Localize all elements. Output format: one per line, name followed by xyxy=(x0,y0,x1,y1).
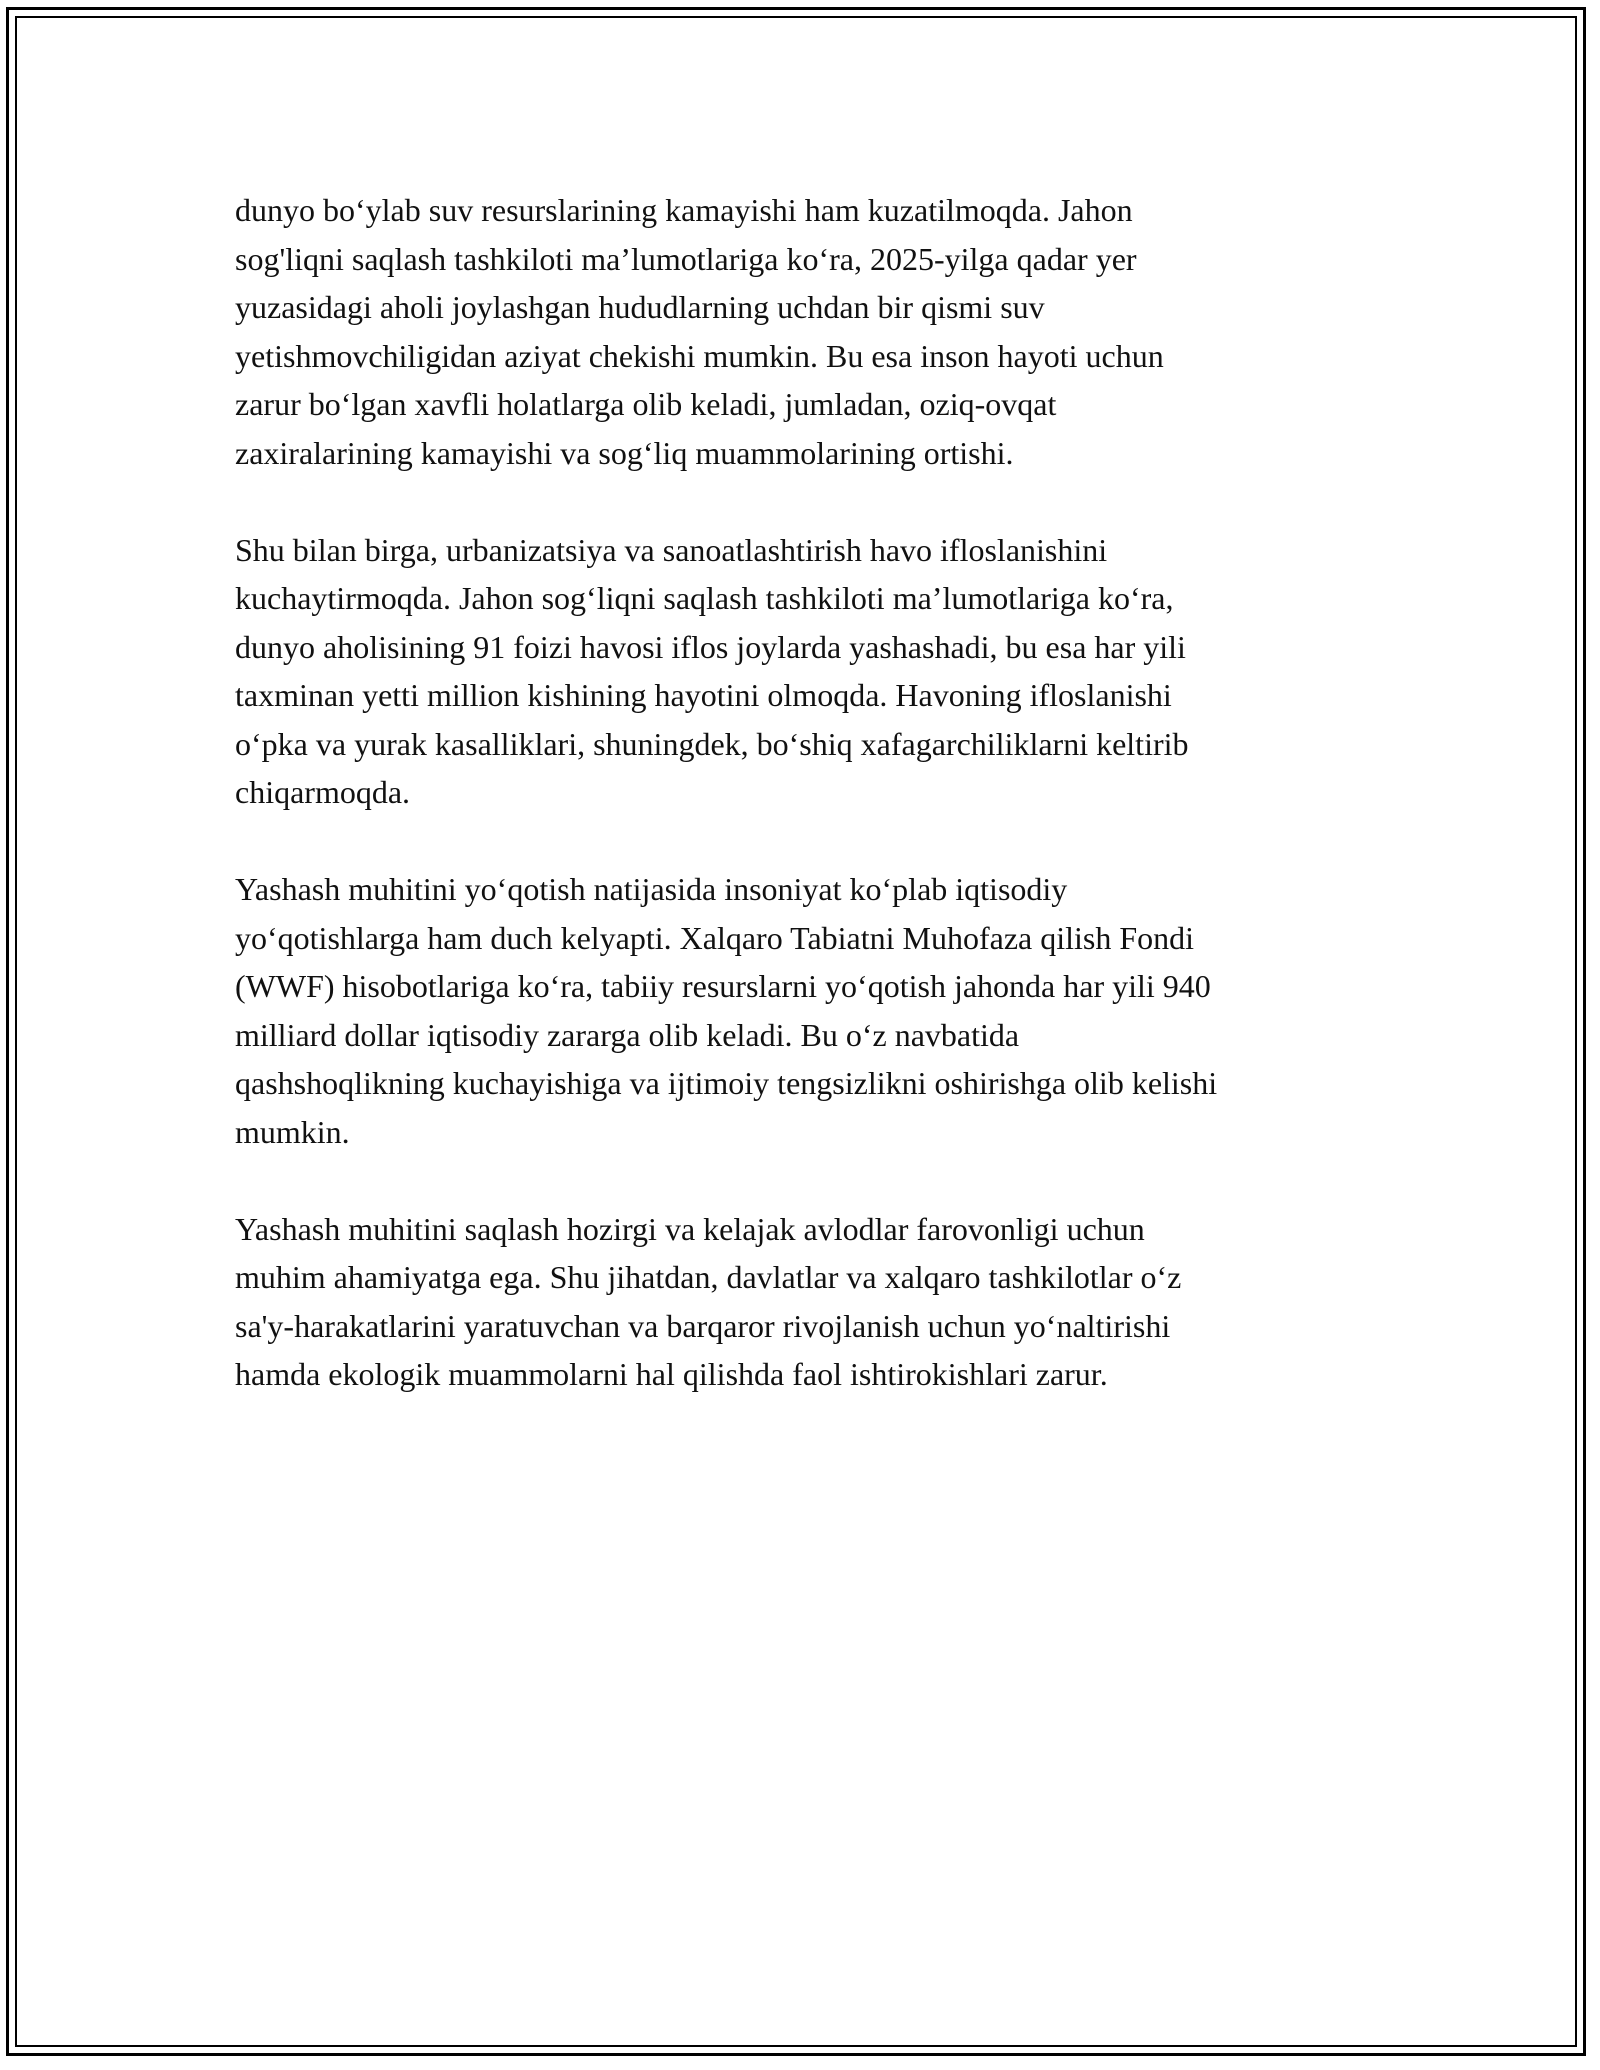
text-line: muhim ahamiyatga ega. Shu jihatdan, davlatlar va xalqaro tashkilotlar o‘z xyxy=(235,1259,1182,1295)
text-line: Yashash muhitini saqlash hozirgi va kelajak avlodlar farovonligi uchun xyxy=(235,1210,1145,1247)
text-line: hamda ekologik muammolarni hal qilishda faol ishtirokishlari zarur. xyxy=(235,1356,1108,1392)
text-line: (WWF) hisobotlariga ko‘ra, tabiiy resurslarni yo‘qotish jahonda har yili 940 xyxy=(235,968,1211,1004)
text-line: o‘pka va yurak kasalliklari, shuningdek, bo‘shiq xafagarchiliklarni keltirib xyxy=(235,725,1189,762)
text-line: Shu bilan birga, urbanizatsiya va sanoatlashtirish havo ifloslanishini xyxy=(235,531,1108,568)
paragraph-air-pollution xyxy=(235,526,1385,817)
text-line: yo‘qotishlarga ham duch kelyapti. Xalqaro Tabiatni Muhofaza qilish Fondi xyxy=(235,919,1195,956)
text-line: yetishmovchiligidan aziyat chekishi mumkin. Bu esa inson hayoti uchun xyxy=(235,337,1164,374)
text-line: dunyo aholisining 91 foizi havosi iflos joylarda yashashadi, bu esa har yili xyxy=(235,628,1186,665)
text-line: milliard dollar iqtisodiy zararga olib keladi. Bu o‘z navbatida xyxy=(235,1016,1020,1053)
document-body xyxy=(235,186,1385,1447)
paragraph-water-resources xyxy=(235,186,1385,477)
text-line: mumkin. xyxy=(235,1113,350,1150)
paragraph-economic-losses xyxy=(235,865,1385,1156)
paragraph-conclusion xyxy=(235,1205,1385,1399)
text-line: kuchaytirmoqda. Jahon sog‘liqni saqlash tashkiloti ma’lumotlariga ko‘ra, xyxy=(235,580,1174,616)
text-line: qashshoqlikning kuchayishiga va ijtimoiy tengsizlikni oshirishga olib kelishi xyxy=(235,1065,1218,1101)
text-line: chiqarmoqda. xyxy=(235,774,411,810)
text-line: Yashash muhitini yo‘qotish natijasida insoniyat ko‘plab iqtisodiy xyxy=(235,871,1068,907)
text-line: dunyo bo‘ylab suv resurslarining kamayishi ham kuzatilmoqda. Jahon xyxy=(235,192,1133,228)
text-line: zaxiralarining kamayishi va sog‘liq muammolarining ortishi. xyxy=(235,434,1014,471)
text-line: zarur bo‘lgan xavfli holatlarga olib keladi, jumladan, oziq-ovqat xyxy=(235,386,1057,422)
text-line: sog'liqni saqlash tashkiloti ma’lumotlariga ko‘ra, 2025-yilga qadar yer xyxy=(235,240,1137,277)
text-line: taxminan yetti million kishining hayotini olmoqda. Havoning ifloslanishi xyxy=(235,677,1172,713)
text-line: sa'y-harakatlarini yaratuvchan va barqaror rivojlanish uchun yo‘naltirishi xyxy=(235,1307,1171,1344)
text-line: yuzasidagi aholi joylashgan hududlarning uchdan bir qismi suv xyxy=(235,289,1045,325)
